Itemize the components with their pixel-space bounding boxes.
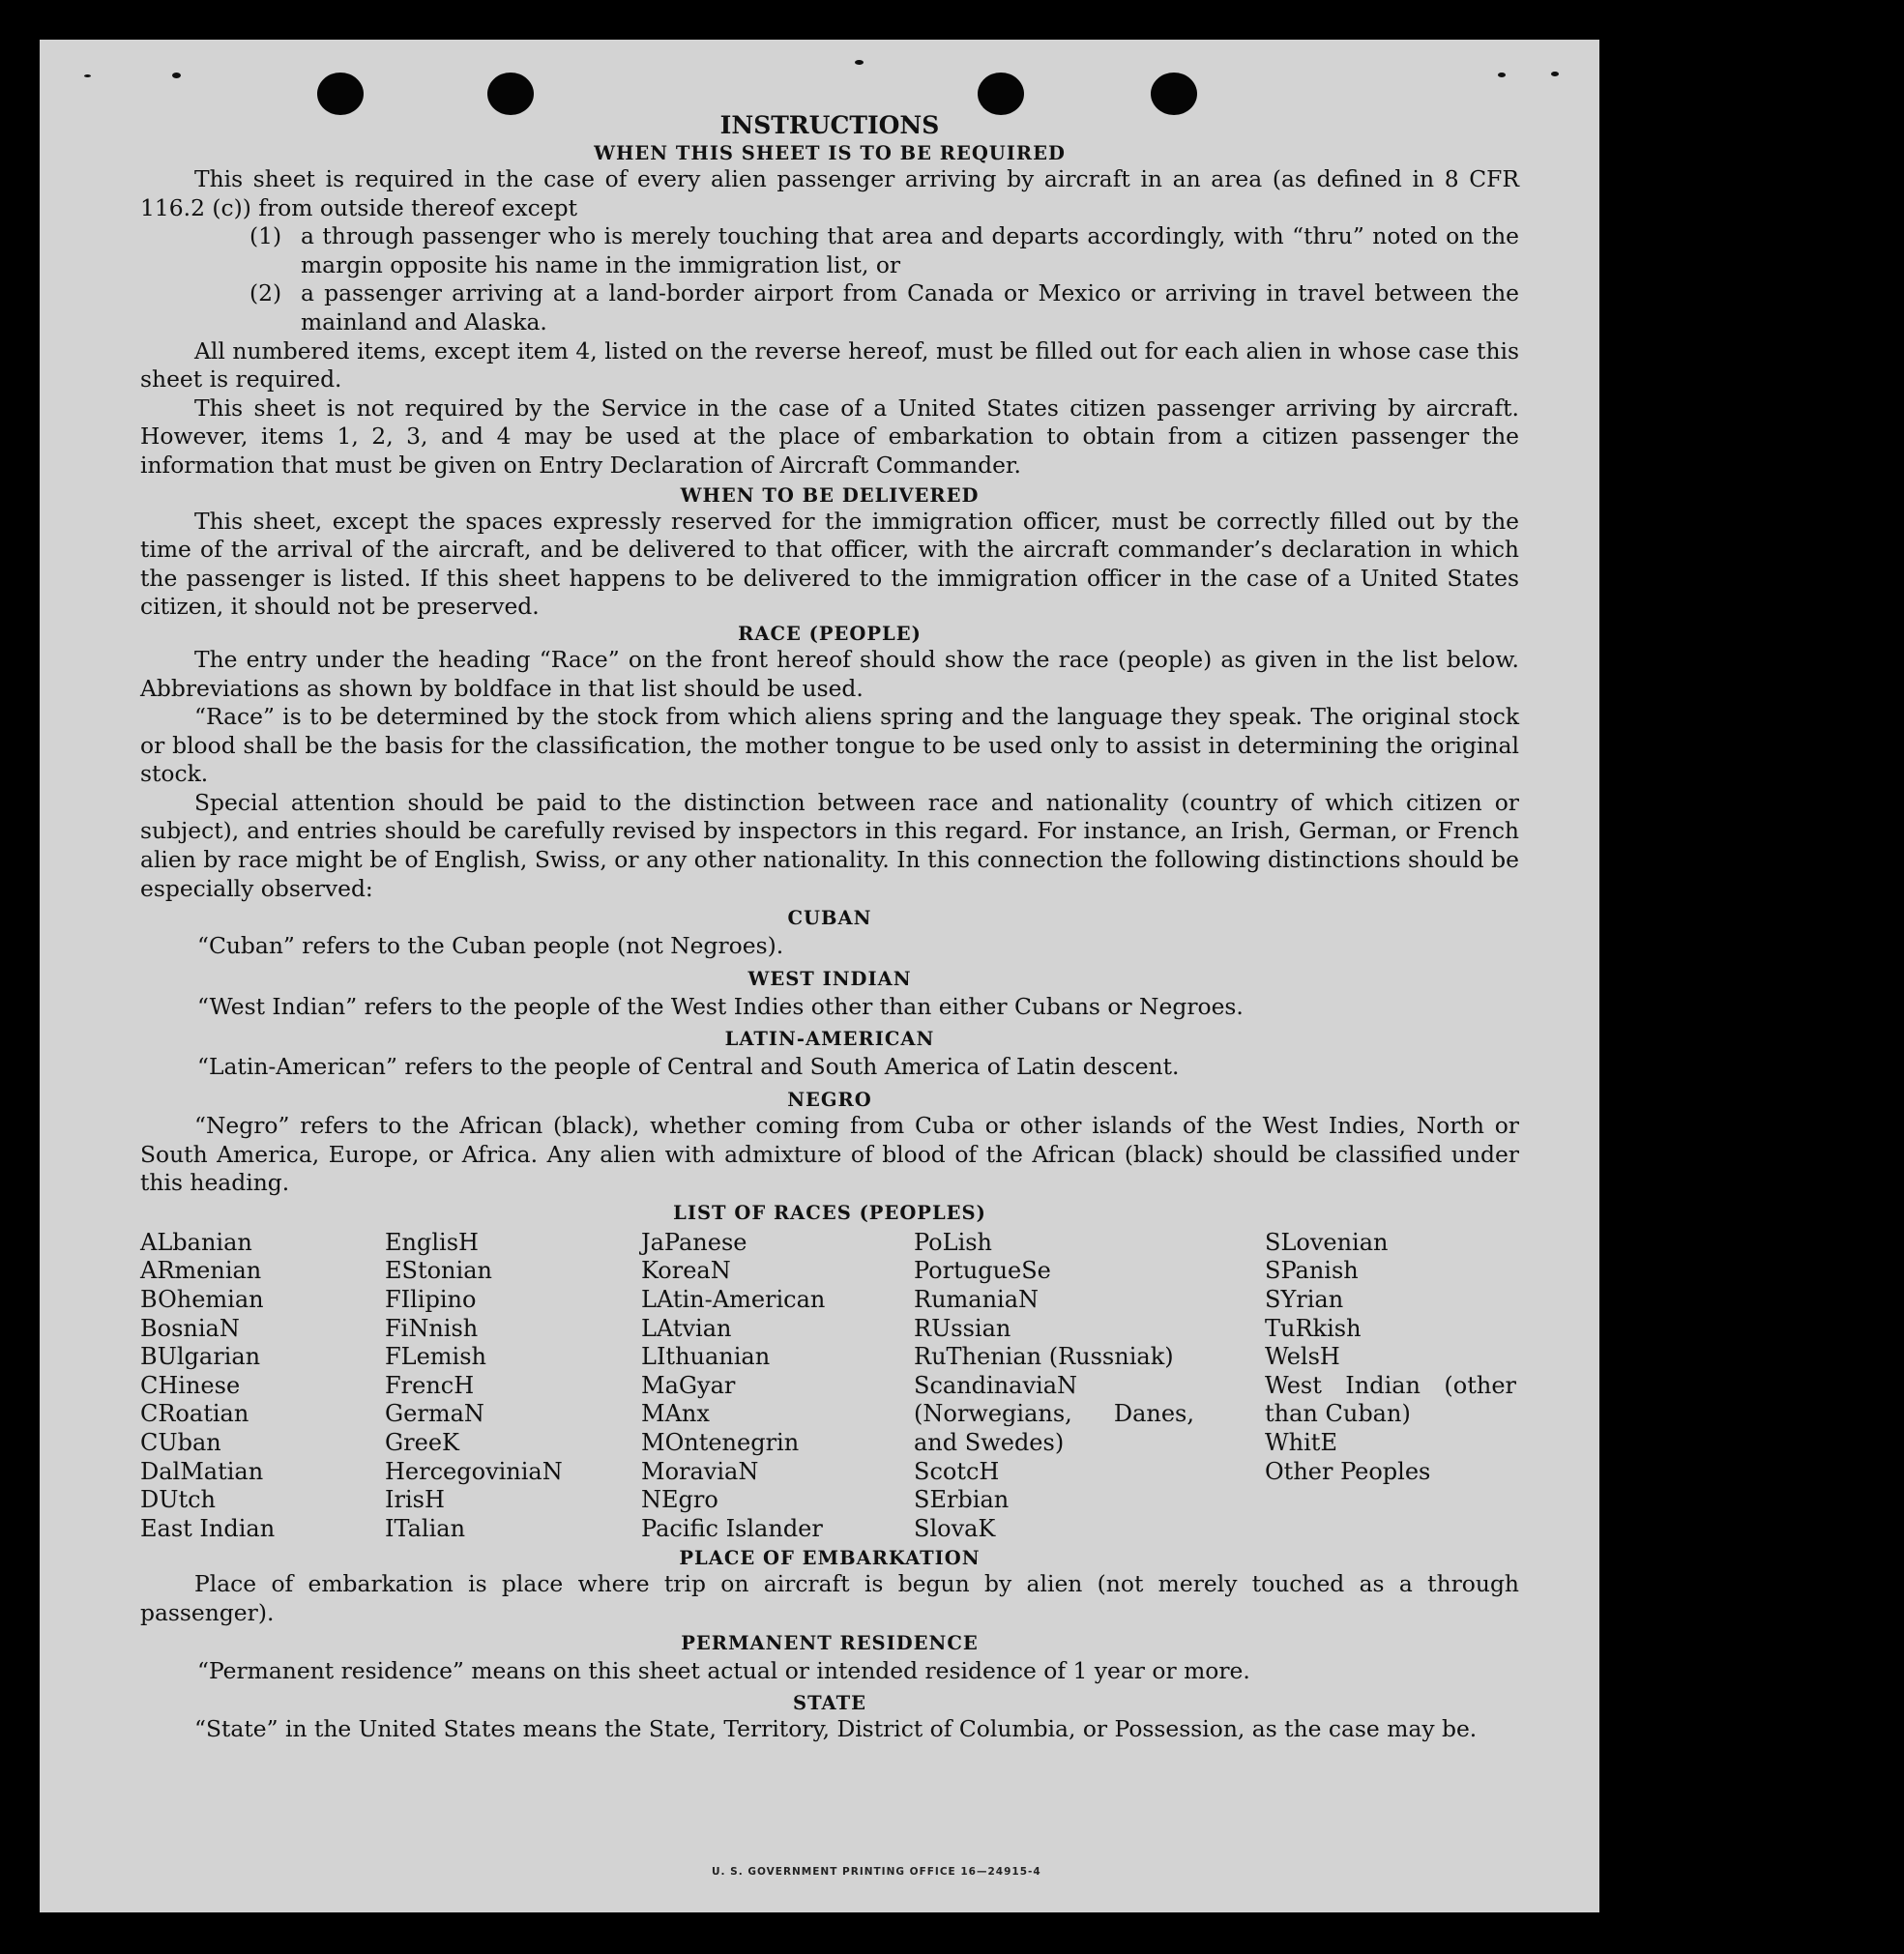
document-title: INSTRUCTIONS — [719, 111, 940, 139]
exception-item — [140, 279, 1519, 336]
exception-text: a through passenger who is merely touching that area and departs accordingly, with “thru” noted on the margin opposite his name in the immigration list, or — [301, 222, 1519, 278]
race-entry: West Indian (other than Cuban) — [1265, 1371, 1516, 1428]
exception-text: a passenger arriving at a land-border airport from Canada or Mexico or arriving in travel between the mainland and Alaska. — [301, 279, 1519, 335]
race-entry: LIthuanian — [641, 1343, 771, 1371]
race-entry: Pacific Islander — [641, 1514, 823, 1542]
race-entry: GreeK — [385, 1428, 459, 1456]
race-entry: TuRkish — [1265, 1314, 1362, 1342]
race-entry: ARmenian — [140, 1257, 262, 1285]
speck — [172, 73, 181, 78]
speck — [84, 74, 91, 77]
race-entry: EStonian — [385, 1257, 492, 1285]
heading-when-required: WHEN THIS SHEET IS TO BE REQUIRED — [594, 142, 1066, 164]
definition-embarkation: Place of embarkation is place where trip on aircraft is begun by alien (not merely touched as a through passenger). — [140, 1570, 1519, 1626]
paragraph-citizen: This sheet is not required by the Service in the case of a United States citizen passenger arriving by aircraft. However, items 1, 2, 3, and 4 may be used at the place of embarkation to obtain from a citizen passenger the information that must be given on Entry Declaration of Aircraft Commander. — [140, 394, 1519, 479]
speck — [1551, 72, 1559, 76]
race-entry: MAnx — [641, 1400, 710, 1428]
race-entry: FrencH — [385, 1371, 475, 1399]
punch-hole — [317, 73, 364, 115]
definition-negro: “Negro” refers to the African (black), whether coming from Cuba or other islands of the West Indies, North or South America, Europe, or Africa. Any alien with admixture of blood of the African (black) should be classified under this heading. — [140, 1112, 1519, 1197]
race-entry: SYrian — [1265, 1286, 1344, 1313]
definition-cuban: “Cuban” refers to the Cuban people (not Negroes). — [197, 932, 784, 960]
definition-state: “State” in the United States means the State, Territory, District of Columbia, or Possession, as the case may be. — [194, 1715, 1478, 1743]
race-entry: MaGyar — [641, 1371, 736, 1399]
race-column — [641, 1229, 914, 1544]
heading-embarkation: PLACE OF EMBARKATION — [679, 1547, 981, 1570]
exception-number: (1) — [249, 222, 282, 250]
race-column — [140, 1229, 385, 1544]
paragraph-race-definition: “Race” is to be determined by the stock from which aliens spring and the language they speak. The original stock or blood shall be the basis for the classification, the mother tongue to be used only to assist in determining the original stock. — [140, 703, 1519, 788]
race-entry: SlovaK — [914, 1514, 996, 1542]
race-entry: CHinese — [140, 1371, 241, 1399]
race-entry: FiNnish — [385, 1314, 479, 1342]
paragraph-race-entry: The entry under the heading “Race” on the front hereof should show the race (people) as given in the list below. Abbreviations as shown by boldface in that list should be used. — [140, 645, 1519, 702]
definition-west-indian: “West Indian” refers to the people of the West Indies other than either Cubans or Negroes. — [197, 992, 1244, 1020]
heading-latin-american: LATIN-AMERICAN — [724, 1028, 935, 1051]
punch-hole — [487, 73, 534, 115]
document-sheet — [40, 40, 1599, 1912]
race-entry: WelsH — [1265, 1343, 1340, 1371]
race-entry: ScandinaviaN (Norwegians, Danes, and Swedes) — [914, 1371, 1194, 1456]
paragraph-required-intro: This sheet is required in the case of every alien passenger arriving by aircraft in an area (as defined in 8 CFR 116.2 (c)) from outside thereof except — [140, 165, 1519, 221]
race-entry: BUlgarian — [140, 1343, 261, 1371]
race-entry: ITalian — [385, 1514, 466, 1542]
heading-race: RACE (PEOPLE) — [738, 622, 922, 645]
race-entry: SLovenian — [1265, 1228, 1389, 1256]
race-entry: GermaN — [385, 1400, 484, 1428]
exception-number: (2) — [249, 279, 282, 307]
race-column — [385, 1229, 641, 1544]
race-entry: EnglisH — [385, 1228, 479, 1256]
punch-hole — [978, 73, 1024, 115]
printing-office-footer: U. S. GOVERNMENT PRINTING OFFICE 16—24915-4 — [712, 1866, 1041, 1878]
race-entry: East Indian — [140, 1514, 276, 1542]
punch-hole — [1151, 73, 1197, 115]
paragraph-numbered-items: All numbered items, except item 4, listed on the reverse hereof, must be filled out for each alien in whose case this sheet is required. — [140, 336, 1519, 394]
race-entry: BosniaN — [140, 1314, 240, 1342]
heading-west-indian: WEST INDIAN — [747, 967, 912, 990]
heading-state: STATE — [793, 1692, 866, 1715]
race-entry: DUtch — [140, 1486, 217, 1514]
race-entry: PoLish — [914, 1228, 993, 1256]
definition-residence: “Permanent residence” means on this sheet actual or intended residence of 1 year or more. — [197, 1656, 1250, 1684]
race-entry: FLemish — [385, 1343, 486, 1371]
race-entry: RUssian — [914, 1314, 1011, 1342]
instructions-body — [140, 111, 1519, 1744]
race-entry: BOhemian — [140, 1286, 264, 1313]
heading-list-of-races: LIST OF RACES (PEOPLES) — [673, 1201, 986, 1224]
race-entry: LAtvian — [641, 1314, 732, 1342]
race-entry: SErbian — [914, 1486, 1010, 1514]
race-entry: JaPanese — [641, 1228, 747, 1256]
exception-item — [140, 222, 1519, 279]
heading-when-delivered: WHEN TO BE DELIVERED — [680, 483, 980, 507]
race-entry: DalMatian — [140, 1457, 264, 1485]
race-entry: MoraviaN — [641, 1457, 759, 1485]
heading-negro: NEGRO — [787, 1089, 872, 1112]
heading-residence: PERMANENT RESIDENCE — [681, 1631, 979, 1654]
race-entry: ALbanian — [140, 1228, 252, 1256]
race-entry: RumaniaN — [914, 1286, 1040, 1313]
paragraph-race-nationality: Special attention should be paid to the distinction between race and nationality (country of which citizen or subject), and entries should be carefully revised by inspectors in this regard. For instance, an Irish, German, or French alien by race might be of English, Swiss, or any other nationality. In this connection the following distinctions should be especially observed: — [140, 788, 1519, 902]
race-entry: MOntenegrin — [641, 1428, 800, 1456]
paragraph-delivery: This sheet, except the spaces expressly reserved for the immigration officer, must be correctly filled out by the time of the arrival of the aircraft, and be delivered to that officer, with the aircraft commander’s declaration in which the passenger is listed. If this sheet happens to be delivered to the immigration officer in the case of a United States citizen, it should not be preserved. — [140, 507, 1519, 621]
race-entry: FIlipino — [385, 1286, 477, 1313]
race-entry: ScotcH — [914, 1457, 1000, 1485]
race-column — [1265, 1229, 1519, 1544]
race-entry: NEgro — [641, 1486, 718, 1514]
race-entry: IrisH — [385, 1486, 445, 1514]
speck — [1498, 73, 1506, 77]
race-entry: LAtin-American — [641, 1286, 826, 1313]
race-entry: KoreaN — [641, 1257, 731, 1285]
race-entry: CUban — [140, 1428, 221, 1456]
race-column — [914, 1229, 1265, 1544]
speck — [855, 60, 864, 65]
race-list — [140, 1229, 1519, 1544]
race-entry: Other Peoples — [1265, 1457, 1431, 1485]
race-entry: WhitE — [1265, 1428, 1337, 1456]
race-entry: CRoatian — [140, 1400, 249, 1428]
heading-cuban: CUBAN — [787, 907, 872, 930]
race-entry: RuThenian (Russniak) — [914, 1343, 1174, 1371]
race-entry: PortugueSe — [914, 1257, 1051, 1285]
definition-latin-american: “Latin-American” refers to the people of Central and South America of Latin descent. — [197, 1053, 1180, 1081]
race-entry: HercegoviniaN — [385, 1457, 563, 1485]
race-entry: SPanish — [1265, 1257, 1359, 1285]
